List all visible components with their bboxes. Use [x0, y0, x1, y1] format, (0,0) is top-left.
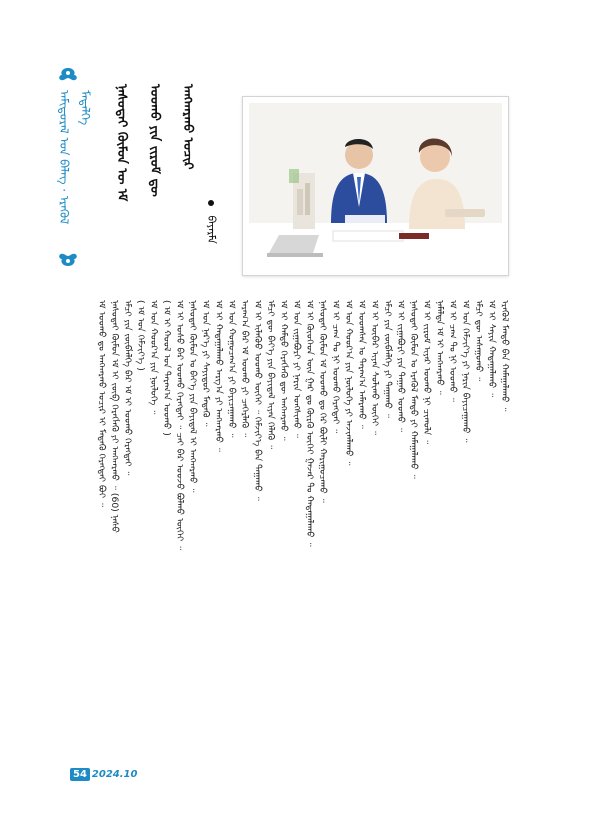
bullet-icon [208, 200, 214, 206]
text-column: ᠡᠮ ᠤᠨ ᠬᠡᠮᠵᠢᠶ᠎ᠡ ᠶᠢ ᠨᠠᠷᠢᠨ ᠪᠠᠶᠢᠴᠠᠭᠠᠬᠤ ᠃ [460, 300, 471, 443]
text-column: ᠡᠮᠴᠢ ᠳᠦ ᠪᠡᠶ᠎ᠡ ᠶᠢᠨ ᠪᠠᠶᠢᠳᠠᠯ ᠢᠶᠠᠨ ᠬᠡᠯᠡᠬᠦ ᠃ [265, 300, 276, 450]
text-column: ᠡᠮ ᠢ ᠵᠢᠭᠠᠪᠤᠷᠢ ᠶᠢᠨ ᠳᠠᠭᠠᠤ ᠤᠤᠬᠤ ᠃ [395, 300, 406, 433]
text-column: ᠡᠮ ᠢ ᠬᠠᠮᠲᠤ ᠬᠡᠷᠡᠭᠯᠡᠬᠦ ᠳᠦ ᠠᠩᠬᠠᠷᠬᠤ ᠃ [278, 300, 289, 441]
text-column: ᠡᠮ ᠤᠤᠬᠤ ᠳᠤ ᠠᠩᠬᠠᠷᠬᠤ ᠤᠴᠢᠷ ᠢ ᠮᠡᠳᠡᠬᠦ ᠬᠡᠷᠡᠭᠲᠡᠢ ᠪᠤᠢ ᠃ [96, 300, 107, 508]
text-column: ᠨᠠᠰᠤᠲᠠᠢ ᠬᠦᠮᠦᠨ ᠡᠮ ᠢ ᠵᠦᠪ ᠬᠡᠷᠡᠭᠯᠡᠬᠦ ᠶᠢ ᠠᠩᠬᠠᠷᠬᠤ ᠃ (60) ᠨᠠᠰᠤ [109, 300, 120, 533]
text-column: ᠠᠷᠠᠭ᠎ᠠ ᠪᠠᠷ ᠡᠮ ᠤᠤᠬᠤ ᠶᠢ ᠴᠡᠭᠡᠷᠯᠡᠬᠦ ᠃ [239, 300, 250, 438]
running-title: ᠠᠮᠢᠳᠤᠷᠠᠯ ᠤᠨ ᠪᠡᠯᠡᠭ᠌ · ᠡᠷᠡᠭᠦᠯ ᠮᠡᠳᠡᠯᠭᠡ [57, 90, 92, 225]
text-column: ᠨᠠᠰᠤᠲᠠᠢ ᠬᠦᠮᠦᠨ ᠤ ᠪᠡᠶ᠎ᠡ ᠶᠢᠨ ᠪᠠᠶᠢᠳᠠᠯ ᠢ ᠠᠩᠬᠠᠷᠬᠤ ᠃ [187, 300, 198, 493]
doctor-consultation-illustration [249, 103, 502, 269]
page-number: 54 [70, 768, 90, 781]
article-photo [249, 103, 502, 269]
text-column: ᠡᠮ ᠤᠨ ᠬᠣᠣᠷ᠎ᠠ ᠶᠢᠨ ᠨᠥᠯᠦᠭᠡ ᠃ [148, 300, 159, 415]
text-column: ᠡᠮ ᠢ ᠢᠯᠡᠭᠦᠦ ᠤᠤᠬᠤ ᠦᠭᠡᠢ ᠃ ᠬᠡᠮᠵᠢᠶ᠎ᠡ ᠪᠡᠨ ᠳᠠᠭᠠᠬᠤ ᠃ [252, 300, 263, 501]
text-column: ᠡᠮ ᠢ ᠬᠦᠦᠬᠡᠳ ᠦᠨ ᠭᠠᠷ ᠳᠤ ᠬᠦᠷᠬᠦ ᠦᠭᠡᠢ ᠭᠠᠵᠠᠷ ᠲᠤ ᠬᠠᠳᠠᠭᠠᠯᠠᠬᠤ ᠃ [304, 300, 315, 547]
headline-line: ᠨᠠᠰᠤᠲᠠᠢ ᠬᠦᠮᠦᠨ ᠦ ᠡᠮ [114, 84, 129, 202]
text-column: ᠨᠠᠰᠤᠲᠠᠢ ᠬᠦᠮᠦᠨ ᠡᠮ ᠤᠤᠬᠤ ᠳᠤ ᠭᠡᠷ ᠪᠦᠯᠢ ᠬᠠᠷᠢᠭᠤᠴᠠᠬᠤ ᠃ [317, 300, 328, 503]
text-column: ᠨᠠᠰᠤᠲᠠᠢ ᠬᠦᠮᠦᠨ ᠤ ᠡᠷᠡᠭᠦᠯ ᠮᠡᠨᠳᠦ ᠶᠢ ᠬᠠᠮᠠᠭᠠᠯᠠᠬᠤ ᠃ [408, 300, 419, 479]
article-headline [110, 84, 199, 274]
text-column: ( ᠡᠮ ᠤᠨ ᠬᠡᠮᠵᠢᠶ᠎ᠡ ) [135, 300, 146, 371]
text-column: ᠡᠮ ᠤᠨ ᠨᠡᠷ᠎ᠡ ᠶᠢ ᠰᠠᠶᠢᠲᠤᠷ ᠮᠡᠳᠡᠬᠦ ᠃ [200, 300, 211, 427]
text-column: ᠡᠮ ᠢ ᠰᠠᠶᠢᠨ ᠬᠠᠳᠠᠭᠠᠯᠠᠬᠤ ᠃ [486, 300, 497, 398]
text-column: ᠡᠮ ᠢ ᠦᠪᠡᠷ ᠢᠶᠡᠨ ᠰᠣᠯᠢᠬᠤ ᠦᠭᠡᠢ ᠃ [369, 300, 380, 436]
text-column: ᠡᠮ ᠢ ᠴᠠᠭ ᠲᠤ ᠨᠢ ᠤᠤᠬᠤ ᠬᠡᠷᠡᠭᠲᠡᠢ ᠃ [330, 300, 341, 434]
text-column: ᠡᠮ ᠤᠤᠭᠰᠠᠨ ᠤ ᠳᠠᠷᠠᠭ᠎ᠠ ᠠᠮᠠᠷᠠᠬᠤ ᠃ [356, 300, 367, 429]
text-column: ᠡᠮ ᠢ ᠴᠠᠭ ᠲᠤ ᠨᠢ ᠤᠤᠬᠤ ᠃ [447, 300, 458, 402]
text-column: ᠡᠮᠴᠢ ᠶᠢᠨ ᠵᠥᠪᠯᠡᠯᠭᠡ ᠶᠢ ᠳᠠᠭᠠᠬᠤ ᠃ [382, 300, 393, 418]
issue-date: 2024.10 [91, 769, 138, 780]
article-photo-frame [242, 96, 509, 276]
ornament-bottom-icon [56, 248, 80, 268]
author-name: ᠪᠠᠶᠠᠷᠮᠠ [205, 215, 218, 244]
headline-line: ᠤᠤᠬᠤ ᠶᠢᠨ ᠵᠢᠷᠤᠮ ᠳᠦ [147, 84, 162, 197]
folio [70, 768, 137, 781]
text-column: ᠡᠮ ᠢ ᠬᠠᠳᠠᠭᠠᠯᠠᠬᠤ ᠠᠷᠭ᠎ᠠ ᠶᠢ ᠠᠩᠬᠠᠷᠬᠤ ᠃ [213, 300, 224, 452]
running-title-block [52, 66, 92, 266]
text-column: ᠡᠮ ᠢ ᠤᠰᠤ ᠪᠠᠷ ᠤᠤᠬᠤ ᠬᠡᠷᠡᠭᠲᠡᠢ ᠃ ᠴᠠᠢ ᠪᠠᠷ ᠤᠤᠵᠤ ᠪᠣᠯᠬᠤ ᠦᠭᠡᠢ ᠃ [174, 300, 185, 551]
text-column: ᠨᠡᠮᠡᠯᠲᠡ ᠡᠮ ᠢ ᠠᠩᠬᠠᠷᠬᠤ ᠃ [434, 300, 445, 395]
text-column: ( ᠡᠮ ᠢ ᠬᠣᠣᠯ ᠤᠨ ᠳᠠᠷᠠᠭ᠎ᠠ ᠤᠤᠬᠤ ) [161, 300, 172, 436]
headline-line: ᠠᠩᠬᠠᠷᠬᠤ ᠤᠴᠢᠷ [180, 84, 195, 170]
text-column: ᠡᠮ ᠢ ᠵᠢᠷᠤᠮ ᠢᠶᠠᠷ ᠤᠤᠬᠤ ᠨᠢ ᠴᠢᠬᠤᠯᠠ ᠃ [421, 300, 432, 445]
text-column: ᠡᠮᠴᠢ ᠳᠦ ᠠᠰᠠᠭᠤᠬᠤ ᠃ [473, 300, 484, 382]
ornament-top-icon [56, 66, 80, 86]
text-column: ᠡᠮ ᠤᠨ ᠬᠤᠭᠤᠴᠠᠭ᠎ᠠ ᠶᠢ ᠪᠠᠶᠢᠴᠠᠭᠠᠬᠤ ᠃ [226, 300, 237, 438]
text-column: ᠡᠮ ᠤᠨ ᠬᠣᠣᠷ᠎ᠠ ᠶᠢᠨ ᠨᠥᠯᠦᠭᠡ ᠶᠢ ᠠᠵᠢᠭᠯᠠᠬᠤ ᠃ [343, 300, 354, 466]
text-column: ᠡᠷᠡᠭᠦᠯ ᠮᠡᠨᠳᠦ ᠪᠡᠨ ᠬᠠᠮᠠᠭᠠᠯᠠᠬᠤ ᠃ [499, 300, 510, 412]
text-column: ᠡᠮ ᠤᠨ ᠵᠢᠭᠠᠪᠤᠷᠢ ᠶᠢ ᠨᠠᠷᠢᠨ ᠤᠩᠰᠢᠬᠤ ᠃ [291, 300, 302, 438]
text-column: ᠡᠮᠴᠢ ᠶᠢᠨ ᠵᠦᠪᠯᠡᠯᠭᠡ ᠪᠡᠷ ᠡᠮ ᠢ ᠤᠤᠬᠤ ᠬᠡᠷᠡᠭᠲᠡᠢ ᠃ [122, 300, 133, 476]
author-byline [202, 200, 221, 244]
article-body [96, 300, 516, 758]
